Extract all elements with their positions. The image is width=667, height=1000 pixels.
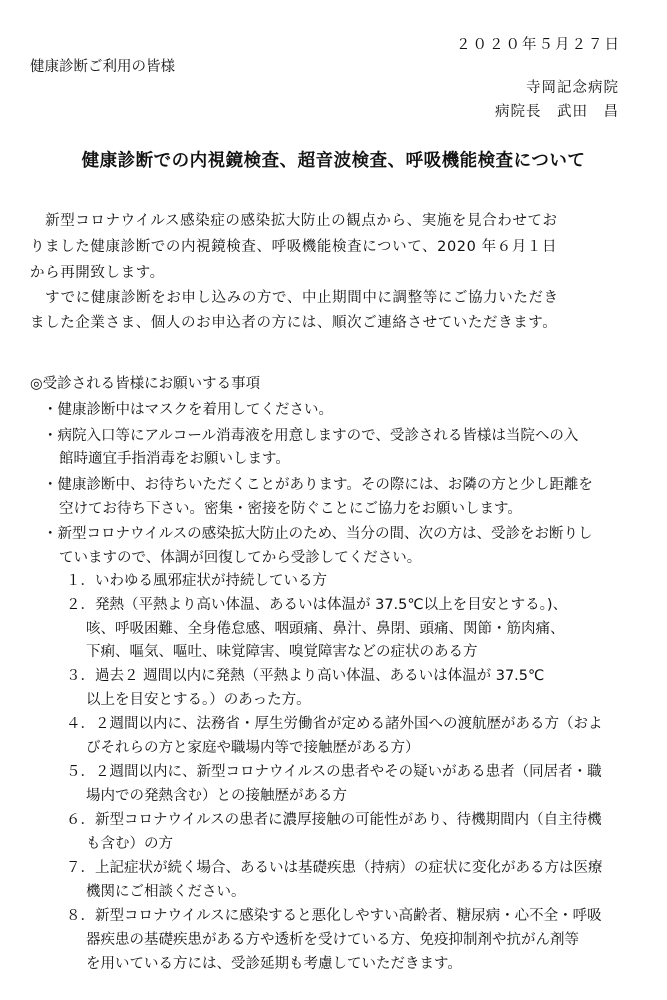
hospital-director: 病院長 武田 昌 [495, 104, 619, 120]
request-item: ・新型コロナウイルスの感染拡大防止のため、当分の間、次の方は、受診をお断りし [43, 526, 593, 542]
condition-item: ４．２週間以内に、法務省・厚生労働省が定める諸外国への渡航歴がある方（およ [66, 716, 603, 732]
intro-line: りました健康診断での内視鏡検査、呼吸機能検査について、2020 年６月１日 [30, 239, 558, 255]
intro-line: 新型コロナウイルス感染症の感染拡大防止の観点から、実施を見合わせてお [30, 213, 558, 229]
intro-line: から再開致します。 [30, 265, 165, 281]
condition-item-cont: びそれらの方と家庭や職場内等で接触歴がある方） [86, 740, 420, 756]
condition-item-cont: 場内での発熱含む）との接触歴がある方 [86, 788, 347, 804]
request-item: ・健康診断中はマスクを着用してください。 [43, 402, 333, 418]
request-item-cont: 館時適宜手指消毒をお願いします。 [59, 451, 290, 467]
condition-item: ２．発熱（平熱より高い体温、あるいは体温が 37.5℃以上を目安とする。)、 [66, 597, 568, 613]
condition-item: ６．新型コロナウイルスの患者に濃厚接触の可能性があり、待機期間内（自主待機 [66, 812, 602, 828]
page-title: 健康診断での内視鏡検査、超音波検査、呼吸機能検査について [81, 151, 586, 171]
condition-item: ８．新型コロナウイルスに感染すると悪化しやすい高齢者、糖尿病・心不全・呼吸 [66, 908, 602, 924]
condition-item: １．いわゆる風邪症状が持続している方 [66, 573, 327, 589]
request-item-cont: 空けてお待ち下さい。密集・密接を防ぐことにご協力をお願いします。 [59, 501, 522, 517]
condition-item: ７．上記症状が続く場合、あるいは基礎疾患（持病）の症状に変化がある方は医療 [66, 860, 603, 876]
request-item: ・健康診断中、お待ちいただくことがあります。その際には、お隣の方と少し距離を [43, 477, 593, 493]
intro-line: すでに健康診断をお申し込みの方で、中止期間中に調整等にご協力いただき [30, 290, 559, 306]
condition-item-cont: も含む）の方 [86, 836, 173, 852]
addressee: 健康診断ご利用の皆様 [30, 59, 175, 75]
request-item: ・病院入口等にアルコール消毒液を用意しますので、受診される皆様は当院への入 [43, 428, 579, 444]
condition-item-cont: 咳、呼吸困難、全身倦怠感、咽頭痛、鼻汁、鼻閉、頭痛、関節・筋肉痛、 [86, 621, 565, 637]
condition-item-cont: 下痢、嘔気、嘔吐、味覚障害、嗅覚障害などの症状のある方 [86, 644, 478, 660]
condition-item-cont: 機関にご相談ください。 [86, 884, 246, 900]
condition-item: ３．過去２ 週間以内に発熱（平熱より高い体温、あるいは体温が 37.5℃ [66, 668, 545, 684]
document-date: ２０２０年５月２７日 [456, 37, 621, 53]
condition-item-cont: を用いている方には、受診延期も考慮していただきます。 [86, 956, 462, 972]
condition-item-cont: 器疾患の基礎疾患がある方や透析を受けている方、免疫抑制剤や抗がん剤等 [86, 932, 579, 948]
requests-heading: ◎受診される皆様にお願いする事項 [30, 376, 261, 392]
hospital-name: 寺岡記念病院 [526, 80, 619, 96]
condition-item: ５．２週間以内に、新型コロナウイルスの患者やその疑いがある患者（同居者・職 [66, 764, 602, 780]
intro-line: ました企業さま、個人のお申込者の方には、順次ご連絡させていただきます。 [30, 315, 558, 331]
request-item-cont: ていますので、体調が回復してから受診してください。 [59, 550, 422, 566]
condition-item-cont: 以上を目安とする。）のあった方。 [86, 692, 311, 708]
